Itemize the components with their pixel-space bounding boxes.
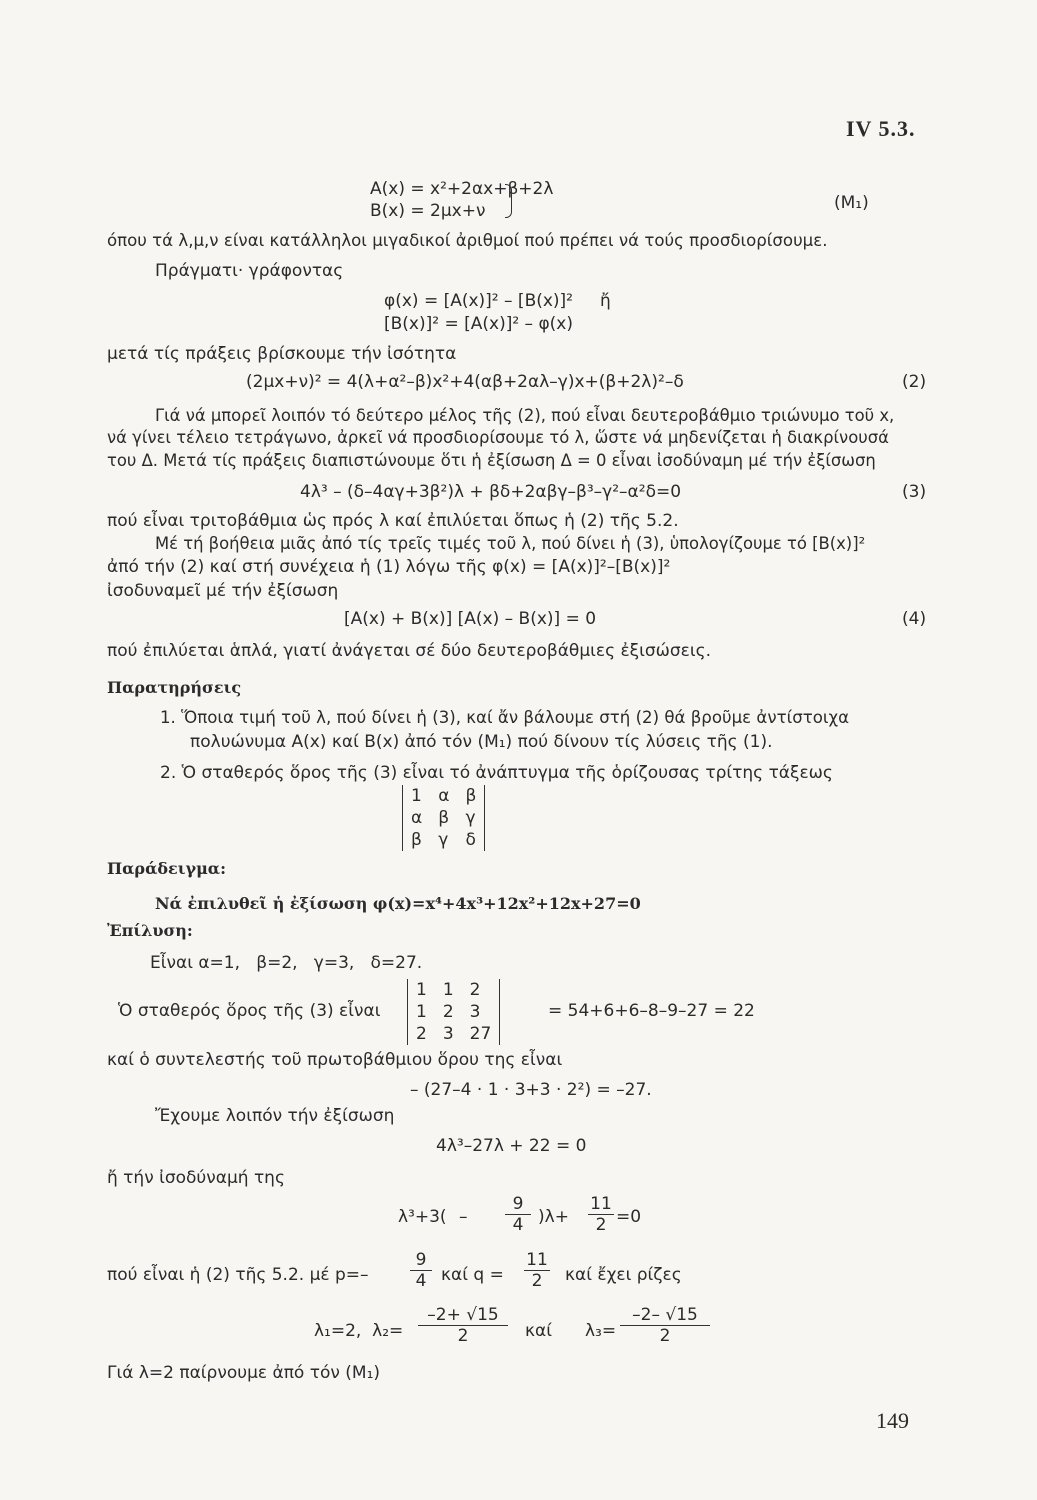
equation-phi: φ(x) = [A(x)]² – [B(x)]² ἤ: [384, 291, 611, 311]
remark-1-line2: πολυώνυμα A(x) καί B(x) ἀπό τόν (M₁) πού δίνουν τίς λύσεις τῆς (1).: [190, 732, 773, 752]
equation-3: 4λ³ – (δ–4αγ+3β²)λ + βδ+2αβγ–β³–γ²–α²δ=0: [300, 482, 682, 502]
fraction-p: $\frac{9}{4}$: [410, 1250, 432, 1291]
paragraph-me-line1: Μέ τή βοήθεια μιᾶς ἀπό τίς τρεῖς τιμές τοῦ λ, πού δίνει ἡ (3), ὑπολογίζουμε τό [B(x)]²: [155, 534, 866, 553]
fraction-q: $\frac{11}{2}$: [524, 1250, 550, 1291]
paragraph-opou: όπου τά λ,μ,ν είναι κατάλληλοι μιγαδικοί ἀριθμοί πού πρέπει νά τούς προσδιορίσουμε.: [107, 231, 828, 250]
roots-and: καί: [525, 1321, 552, 1341]
roots-lambda3: λ₃=: [585, 1321, 617, 1341]
coefficient-value: – (27–4 · 1 · 3+3 · 2²) = –27.: [410, 1080, 652, 1100]
equation-2-label: (2): [902, 372, 927, 392]
remark-1-line1: 1. Ὅποια τιμή τοῦ λ, πού δίνει ἡ (3), καί ἄν βάλουμε στή (2) θά βροῦμε ἀντίστοιχα: [160, 708, 850, 727]
heading-remarks: Παρατηρήσεις: [107, 678, 242, 697]
paragraph-me-line2: ἀπό τήν (2) καί στή συνέχεια ἡ (1) λόγω τῆς φ(x) = [A(x)]²–[B(x)]²: [107, 557, 671, 577]
given-values: Εἶναι α=1, β=2, γ=3, δ=27.: [150, 953, 423, 973]
cubic-equation: 4λ³–27λ + 22 = 0: [436, 1136, 587, 1156]
heading-example: Παράδειγμα:: [107, 859, 227, 878]
paragraph-gia-line3: του Δ. Μετά τίς πράξεις διαπιστώνουμε ὅτι ἡ ἐξίσωση Δ = 0 εἶναι ἰσοδύναμη μέ τήν ἐξίσωση: [107, 451, 876, 470]
fraction-lambda3: $\frac{-2- √15}{2}$: [620, 1305, 710, 1346]
equivalent-part1: λ³+3(: [398, 1207, 447, 1227]
paragraph-pou-2: πού ἐπιλύεται ἁπλά, γιατί ἀνάγεται σέ δύο δευτεροβάθμιες ἐξισώσεις.: [107, 641, 711, 661]
equation-b-squared: [B(x)]² = [A(x)]² – φ(x): [384, 314, 574, 334]
paragraph-pou-1: πού εἶναι τριτοβάθμια ὡς πρός λ καί ἐπιλύεται ὅπως ἡ (2) τῆς 5.2.: [107, 511, 679, 531]
example-title: Νά ἐπιλυθεῖ ἡ ἐξίσωση φ(x)=x⁴+4x³+12x²+12x+27=0: [155, 894, 641, 913]
system-brace: [505, 184, 512, 218]
pq-suffix: καί ἔχει ρίζες: [565, 1265, 682, 1285]
paragraph-pragmati: Πράγματι· γράφοντας: [155, 261, 344, 281]
or-equivalent-text: ἤ τήν ἰσοδύναμή της: [107, 1168, 285, 1188]
last-line: Γιά λ=2 παίρνουμε ἀπό τόν (M₁): [107, 1363, 381, 1383]
constant-term-label: Ὁ σταθερός ὅρος τῆς (3) εἶναι: [118, 1001, 381, 1021]
coefficient-label: καί ὁ συντελεστής τοῦ πρωτοβάθμιου ὅρου της εἶναι: [107, 1050, 563, 1070]
remark-2: 2. Ὁ σταθερός ὅρος τῆς (3) εἶναι τό ἀνάπτυγμα τῆς ὁρίζουσας τρίτης τάξεως: [160, 763, 833, 783]
equation-4-label: (4): [902, 609, 927, 629]
section-header: IV 5.3.: [846, 116, 916, 141]
determinant-numeric: 1 1 2 1 2 3 2 3 27: [407, 979, 500, 1045]
fraction-lambda2: $\frac{-2+ √15}{2}$: [418, 1305, 508, 1346]
equivalent-part2: )λ+: [538, 1207, 569, 1227]
equation-3-label: (3): [902, 482, 927, 502]
paragraph-gia-line1: Γιά νά μπορεῖ λοιπόν τό δεύτερο μέλος τῆς (2), πού εἶναι δευτεροβάθμιο τριώνυμο τοῦ x,: [155, 406, 895, 425]
system-m1-line-a: A(x) = x²+2αx+β+2λ: [370, 179, 554, 199]
paragraph-me-line3: ἰσοδυναμεῖ μέ τήν ἐξίσωση: [107, 581, 339, 601]
system-m1-line-b: B(x) = 2μx+ν: [370, 201, 486, 221]
pq-mid: καί q =: [441, 1265, 504, 1285]
determinant-abc: 1 α β α β γ β γ δ: [402, 785, 485, 851]
pq-prefix: πού εἶναι ἡ (2) τῆς 5.2. μέ p=–: [107, 1265, 369, 1285]
fraction-nine-fourths: $\frac{9}{4}$: [505, 1194, 531, 1235]
page-number: 149: [876, 1408, 909, 1433]
fraction-eleven-halves: $\frac{11}{2}$: [588, 1194, 614, 1235]
heading-solution: Ἐπίλυση:: [107, 921, 193, 940]
equation-4: [A(x) + B(x)] [A(x) – B(x)] = 0: [344, 609, 597, 629]
paragraph-meta: μετά τίς πράξεις βρίσκουμε τήν ἰσότητα: [107, 344, 457, 364]
system-m1-label: (M₁): [834, 193, 869, 213]
equivalent-minus: –: [459, 1207, 468, 1227]
determinant-result: = 54+6+6–8–9–27 = 22: [548, 1001, 755, 1021]
equivalent-part3: =0: [616, 1207, 642, 1227]
roots-lambda1: λ₁=2, λ₂=: [314, 1321, 404, 1341]
we-have-text: Ἔχουμε λοιπόν τήν ἐξίσωση: [155, 1106, 395, 1126]
paragraph-gia-line2: νά γίνει τέλειο τετράγωνο, ἀρκεῖ νά προσδιορίσουμε τό λ, ὥστε νά μηδενίζεται ἡ διακρίνουσά: [107, 428, 889, 447]
equation-2: (2μx+ν)² = 4(λ+α²–β)x²+4(αβ+2αλ–γ)x+(β+2λ)²–δ: [246, 372, 684, 392]
